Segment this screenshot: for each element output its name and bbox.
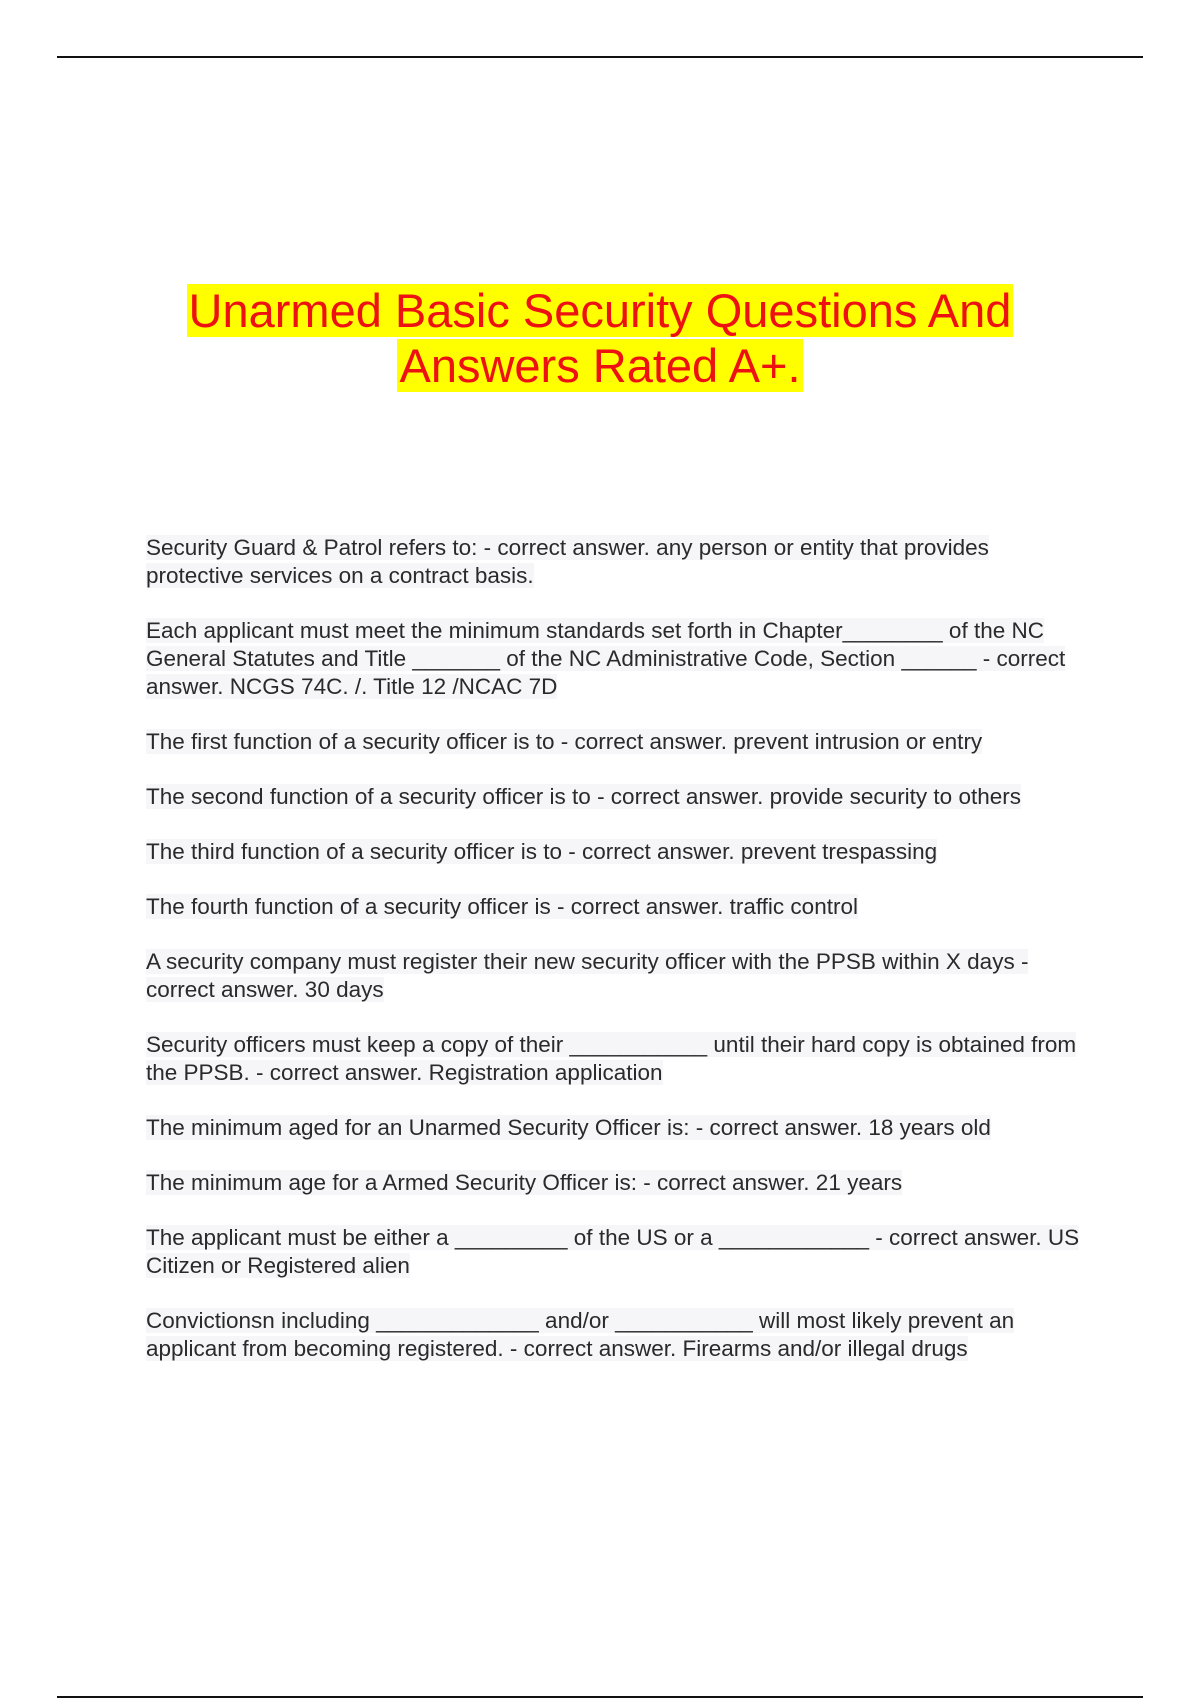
qa-text: The second function of a security officer is to - correct answer. provide security to others [146,784,1021,809]
qa-text: Security Guard & Patrol refers to: - correct answer. any person or entity that provides protective services on a contract basis. [146,535,989,588]
qa-item [146,1169,1086,1197]
qa-text: The third function of a security officer is to - correct answer. prevent trespassing [146,839,938,864]
qa-text: The minimum aged for an Unarmed Security Officer is: - correct answer. 18 years old [146,1115,991,1140]
qa-list [146,534,1086,1390]
title-line-2: Answers Rated A+. [399,339,801,392]
qa-item [146,1031,1086,1087]
document-title [0,283,1200,393]
bottom-rule [57,1696,1143,1698]
qa-item [146,893,1086,921]
title-line-1: Unarmed Basic Security Questions And [188,284,1012,337]
qa-text: Security officers must keep a copy of their ___________ until their hard copy is obtained from the PPSB. - correct answer. Registration application [146,1032,1077,1085]
qa-item [146,1224,1086,1280]
qa-item [146,728,1086,756]
qa-text: The minimum age for a Armed Security Officer is: - correct answer. 21 years [146,1170,903,1195]
qa-item [146,1307,1086,1363]
qa-text: The fourth function of a security officer is - correct answer. traffic control [146,894,858,919]
qa-item [146,1114,1086,1142]
qa-text: A security company must register their new security officer with the PPSB within X days - correct answer. 30 days [146,949,1029,1002]
qa-text: The applicant must be either a _________ of the US or a ____________ - correct answer. US Citizen or Registered alien [146,1225,1080,1278]
qa-item [146,617,1086,701]
top-rule [57,56,1143,58]
qa-item [146,948,1086,1004]
qa-text: Convictionsn including _____________ and/or ___________ will most likely prevent an applicant from becoming registered. - correct answer. Firearms and/or illegal drugs [146,1308,1015,1361]
qa-item [146,534,1086,590]
qa-item [146,838,1086,866]
qa-text: Each applicant must meet the minimum standards set forth in Chapter________ of the NC General Statutes and Title _______ of the NC Administrative Code, Section ______ - correct answer. NCGS 74C. /. Title 12 /NCAC 7D [146,618,1066,699]
qa-text: The first function of a security officer is to - correct answer. prevent intrusion or entry [146,729,983,754]
qa-item [146,783,1086,811]
